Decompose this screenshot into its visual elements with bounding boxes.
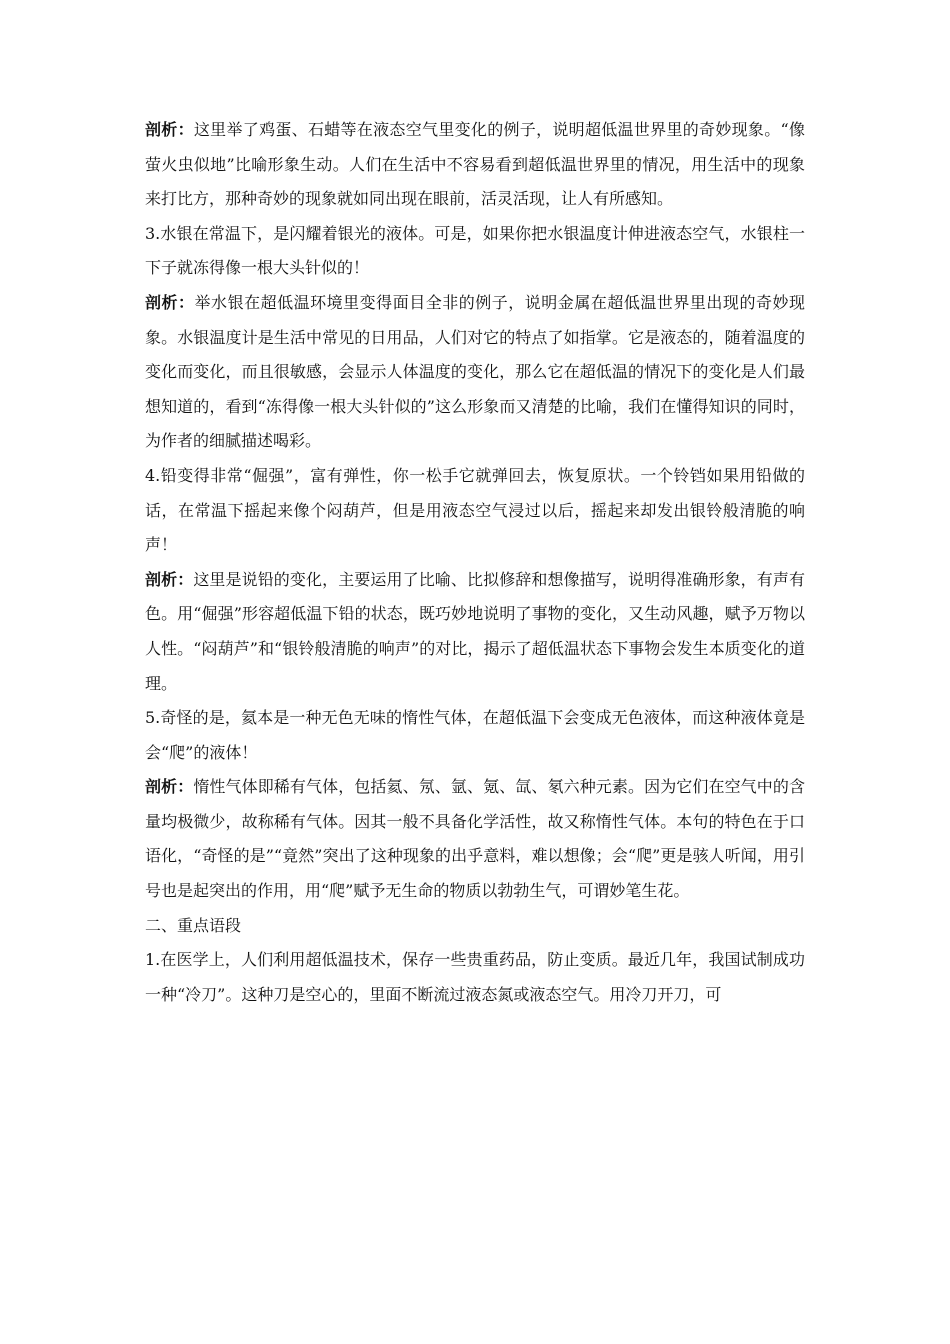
analysis-paragraph [145,113,805,217]
analysis-paragraph [145,770,805,908]
section-heading [145,909,805,944]
section-heading-text: 二、重点语段 [145,915,242,935]
document-page [145,113,805,1012]
paragraph-text: 4.铅变得非常“倔强”，富有弹性，你一松手它就弹回去，恢复原状。一个铃铛如果用铅做的话，在常温下摇起来像个闷葫芦，但是用液态空气浸过以后，摇起来却发出银铃般清脆的响声！ [145,465,805,555]
paragraph-text: 这里是说铅的变化，主要运用了比喻、比拟修辞和想像描写，说明得准确形象，有声有色。用“倔强”形容超低温下铅的状态，既巧妙地说明了事物的变化，又生动风趣，赋予万物以人性。“闷葫芦”和“银铃般清脆的响声”的对比，揭示了超低温状态下事物会发生本质变化的道理。 [145,569,805,693]
paragraph-text: 举水银在超低温环境里变得面目全非的例子，说明金属在超低温世界里出现的奇妙现象。水银温度计是生活中常见的日用品，人们对它的特点了如指掌。它是液态的，随着温度的变化而变化，而且很敏感，会显示人体温度的变化，那么它在超低温的情况下的变化是人们最想知道的，看到“冻得像一根大头针似的”这么形象而又清楚的比喻，我们在懂得知识的同时，为作者的细腻描述喝彩。 [145,292,805,451]
paragraph-text: 这里举了鸡蛋、石蜡等在液态空气里变化的例子，说明超低温世界里的奇妙现象。“像萤火虫似地”比喻形象生动。人们在生活中不容易看到超低温世界里的情况，用生活中的现象来打比方，那种奇妙的现象就如同出现在眼前，活灵活现，让人有所感知。 [145,120,805,209]
analysis-label: 剖析： [145,569,194,589]
example-sentence [145,459,805,563]
paragraph-text: 惰性气体即稀有气体，包括氦、氖、氩、氪、氙、氡六种元素。因为它们在空气中的含量均极微少，故称稀有气体。因其一般不具备化学活性，故又称惰性气体。本句的特色在于口语化，“奇怪的是”“竟然”突出了这种现象的出乎意料，难以想像；会“爬”更是骇人听闻，用引号也是起突出的作用，用“爬”赋予无生命的物质以勃勃生气，可谓妙笔生花。 [145,777,805,901]
analysis-label: 剖析： [145,777,194,797]
example-sentence [145,217,805,286]
analysis-paragraph [145,286,805,459]
analysis-label: 剖析： [145,120,194,139]
paragraph-text: 3.水银在常温下，是闪耀着银光的液体。可是，如果你把水银温度计伸进液态空气，水银柱一下子就冻得像一根大头针似的！ [145,223,805,278]
example-sentence [145,701,805,770]
analysis-label: 剖析： [145,292,195,312]
paragraph-text: 1.在医学上，人们利用超低温技术，保存一些贵重药品，防止变质。最近几年，我国试制成功一种“冷刀”。这种刀是空心的，里面不断流过液态氮或液态空气。用冷刀开刀，可 [145,950,805,1004]
example-sentence [145,943,805,1012]
analysis-paragraph [145,563,805,701]
paragraph-text: 5.奇怪的是，氦本是一种无色无味的惰性气体，在超低温下会变成无色液体，而这种液体竟是会“爬”的液体！ [145,708,805,762]
